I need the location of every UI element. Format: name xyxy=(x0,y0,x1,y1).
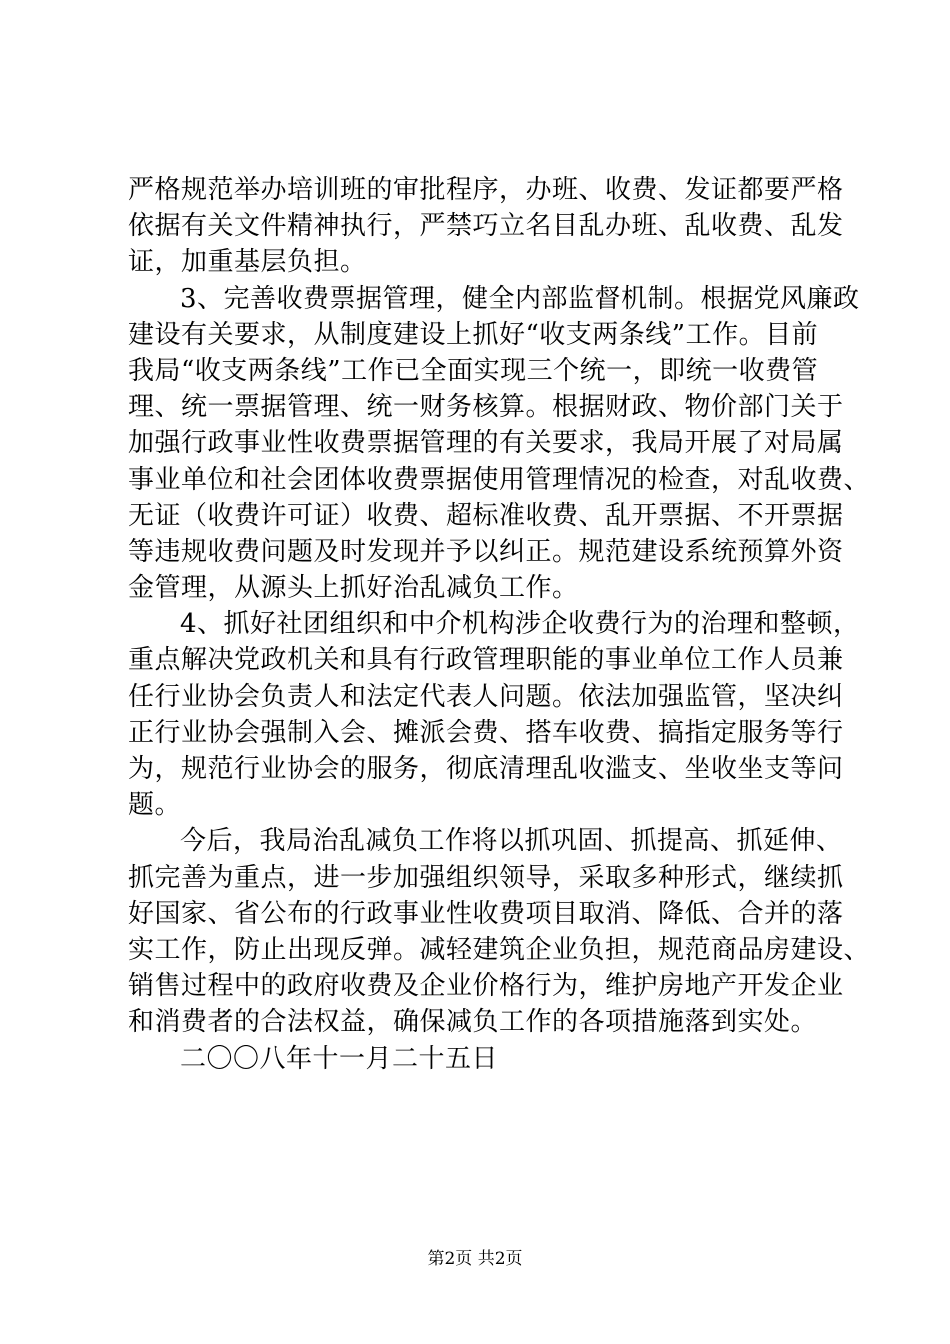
text-line: 金管理，从源头上抓好治乱减负工作。 xyxy=(128,573,579,604)
text-line: 为，规范行业协会的服务，彻底清理乱收滥支、坐收坐支等问 xyxy=(128,754,844,784)
text-line: 事业单位和社会团体收费票据使用管理情况的检查，对乱收费、 xyxy=(128,464,871,495)
text-line: 正行业协会强制入会、摊派会费、搭车收费、搞指定服务等行 xyxy=(128,717,844,748)
text-line: 抓完善为重点，进一步加强组织领导，采取多种形式，继续抓 xyxy=(128,862,844,893)
text-line: 重点解决党政机关和具有行政管理职能的事业单位工作人员兼 xyxy=(128,645,844,676)
text-line: 理、统一票据管理、统一财务核算。根据财政、物价部门关于 xyxy=(128,392,844,423)
text-line: 依据有关文件精神执行，严禁巧立名目乱办班、乱收费、乱发 xyxy=(128,211,844,242)
text-line: 无证（收费许可证）收费、超标准收费、乱开票据、不开票据 xyxy=(128,500,844,531)
text-line: 销售过程中的政府收费及企业价格行为，维护房地产开发企业 xyxy=(128,971,844,1002)
document-body xyxy=(128,172,871,1077)
text-line: 加强行政事业性收费票据管理的有关要求，我局开展了对局属 xyxy=(128,428,844,459)
text-line: 建设有关要求，从制度建设上抓好“收支两条线”工作。目前 xyxy=(128,319,819,350)
text-line: 题。 xyxy=(128,790,182,821)
text-line: 我局“收支两条线”工作已全面实现三个统一，即统一收费管 xyxy=(128,355,819,386)
paragraph-3-start: 3、完善收费票据管理，健全内部监督机制。根据党风廉政 xyxy=(180,283,860,314)
text-line: 任行业协会负责人和法定代表人问题。依法加强监管，坚决纠 xyxy=(128,681,844,712)
text-line: 证，加重基层负担。 xyxy=(128,247,367,278)
text-line: 好国家、省公布的行政事业性收费项目取消、降低、合并的落 xyxy=(128,898,844,929)
document-date: 二〇〇八年十一月二十五日 xyxy=(180,1043,499,1074)
page-number-footer: 第2页 共2页 xyxy=(427,1249,523,1269)
text-line: 等违规收费问题及时发现并予以纠正。规范建设系统预算外资 xyxy=(128,536,844,567)
text-line: 实工作，防止出现反弹。减轻建筑企业负担，规范商品房建设、 xyxy=(128,934,871,965)
text-line: 和消费者的合法权益，确保减负工作的各项措施落到实处。 xyxy=(128,1007,818,1038)
paragraph-summary-start: 今后，我局治乱减负工作将以抓巩固、抓提高、抓延伸、 xyxy=(180,826,843,857)
text-line: 严格规范举办培训班的审批程序，办班、收费、发证都要严格 xyxy=(128,175,844,205)
paragraph-4-start: 4、抓好社团组织和中介机构涉企收费行为的治理和整顿， xyxy=(180,609,860,640)
